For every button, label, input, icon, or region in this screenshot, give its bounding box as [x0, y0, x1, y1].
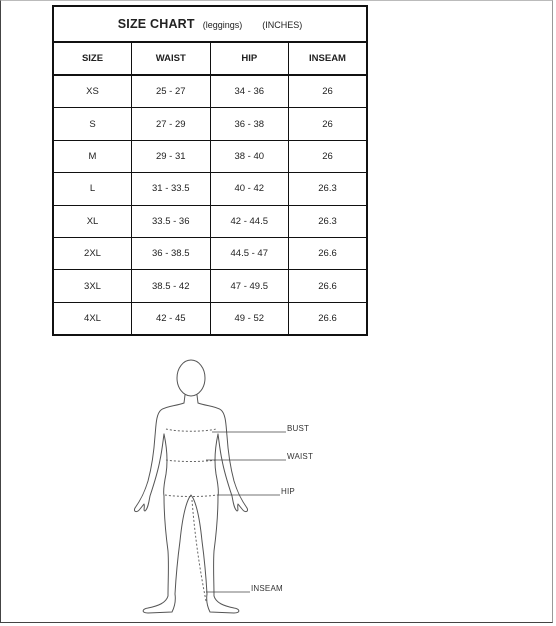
measurement-figure	[128, 356, 328, 618]
cell-size: 3XL	[53, 270, 132, 302]
waist-label: WAIST	[287, 452, 314, 461]
cell-waist: 38.5 - 42	[132, 270, 211, 302]
cell-size: L	[53, 173, 132, 205]
cell-inseam: 26.6	[289, 270, 368, 302]
cell-waist: 33.5 - 36	[132, 205, 211, 237]
cell-inseam: 26	[289, 75, 368, 108]
bust-measure-line	[166, 429, 216, 431]
table-row	[53, 302, 367, 335]
inseam-label: INSEAM	[251, 584, 283, 593]
size-chart-title-cell	[53, 6, 367, 42]
table-row	[53, 140, 367, 172]
cell-inseam: 26.6	[289, 302, 368, 335]
table-row	[53, 75, 367, 108]
hip-label: HIP	[281, 487, 295, 496]
bust-label: BUST	[287, 424, 310, 433]
column-header-hip: HIP	[210, 42, 289, 75]
cell-size: 2XL	[53, 237, 132, 269]
cell-waist: 42 - 45	[132, 302, 211, 335]
table-row	[53, 205, 367, 237]
cell-inseam: 26	[289, 108, 368, 140]
cell-waist: 27 - 29	[132, 108, 211, 140]
column-header-waist: WAIST	[132, 42, 211, 75]
cell-hip: 34 - 36	[210, 75, 289, 108]
table-row	[53, 270, 367, 302]
left-arm-outline	[134, 403, 184, 512]
cell-hip: 36 - 38	[210, 108, 289, 140]
size-chart-title: SIZE CHART	[117, 17, 195, 31]
cell-waist: 25 - 27	[132, 75, 211, 108]
size-chart-table	[52, 5, 368, 336]
cell-size: S	[53, 108, 132, 140]
cell-size: XS	[53, 75, 132, 108]
cell-waist: 29 - 31	[132, 140, 211, 172]
table-row	[53, 173, 367, 205]
inseam-measure-line	[192, 500, 206, 601]
cell-hip: 47 - 49.5	[210, 270, 289, 302]
cell-inseam: 26.6	[289, 237, 368, 269]
column-header-size: SIZE	[53, 42, 132, 75]
size-chart-unit: (INCHES)	[262, 20, 303, 30]
cell-waist: 36 - 38.5	[132, 237, 211, 269]
table-header-row	[53, 42, 367, 75]
cell-size: M	[53, 140, 132, 172]
cell-size: 4XL	[53, 302, 132, 335]
cell-hip: 44.5 - 47	[210, 237, 289, 269]
size-chart-subtitle: (leggings)	[202, 20, 243, 30]
cell-hip: 49 - 52	[210, 302, 289, 335]
head-outline	[177, 360, 205, 396]
cell-inseam: 26.3	[289, 173, 368, 205]
cell-inseam: 26.3	[289, 205, 368, 237]
cell-hip: 38 - 40	[210, 140, 289, 172]
column-header-inseam: INSEAM	[289, 42, 368, 75]
body-outline-illustration	[128, 356, 328, 618]
cell-waist: 31 - 33.5	[132, 173, 211, 205]
cell-hip: 40 - 42	[210, 173, 289, 205]
cell-inseam: 26	[289, 140, 368, 172]
table-row	[53, 108, 367, 140]
table-row	[53, 237, 367, 269]
cell-size: XL	[53, 205, 132, 237]
cell-hip: 42 - 44.5	[210, 205, 289, 237]
